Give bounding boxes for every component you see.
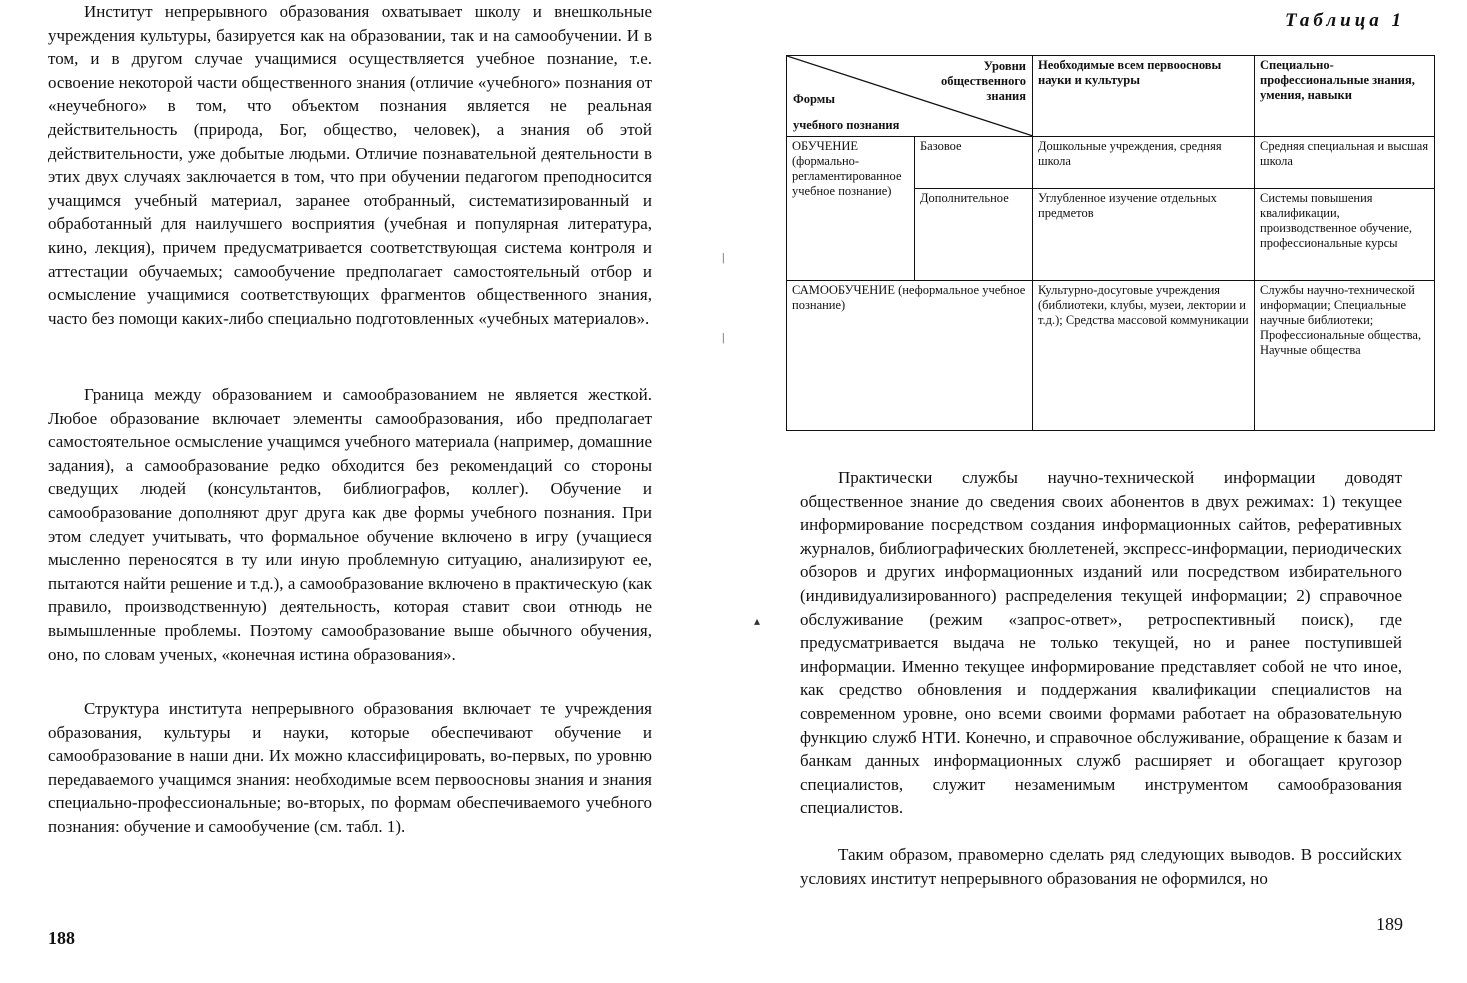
level-basic: Базовое [915, 137, 1033, 189]
cell-basic-professional: Средняя специальная и высшая школа [1255, 137, 1435, 189]
corner-levels-label: Уровни общественного знания [940, 59, 1026, 103]
cell-additional-general: Углубленное изучение отдельных предметов [1033, 189, 1255, 281]
gutter-mark: | [722, 250, 725, 264]
table-caption: Таблица 1 [1285, 10, 1406, 31]
corner-forms-label: Формы [793, 92, 836, 106]
cell-additional-professional: Системы повышения квалификации, производственное обучение, профессиональные курсы [1255, 189, 1435, 281]
left-paragraph-2: Граница между образованием и самообразованием не является жесткой. Любое образование включает элементы самообразования, ибо предполагает самостоятельное осмысление учащимся учебного материала (например, домашние задания), а самообразование редко обходится без рекомендаций со стороны сведущих людей (консультантов, библиографов, коллег). Обучение и самообразование дополняют друг друга как две формы учебного познания. При этом следует учитывать, что формальное обучение включено в игру (учащиеся мысленно переносятся в ту или иную проблемную ситуацию, анализируют ее, пытаются найти решение и т.д.), а самообразование включено в практическую (как правило, производственную) деятельность, которая ставит свои отнюдь не вымышленные проблемы. Поэтому самообразование выше обычного обучения, оно, по словам ученых, «конечная истина образования». [48, 385, 652, 664]
cell-basic-general: Дошкольные учреждения, средняя школа [1033, 137, 1255, 189]
row-form-obuchenie: ОБУЧЕНИЕ (формально-регламентированное учебное познание) [787, 137, 915, 281]
left-page [0, 0, 720, 983]
corner-forms-label-2: учебного познания [793, 118, 900, 132]
table-row [787, 281, 1435, 431]
col-header-professional: Специально-профессиональные знания, умения, навыки [1255, 56, 1435, 137]
table-header-row [787, 56, 1435, 137]
row-form-samoobuchenie: САМООБУЧЕНИЕ (неформальное учебное познание) [787, 281, 1033, 431]
level-additional: Дополнительное [915, 189, 1033, 281]
gutter-mark: | [722, 330, 725, 344]
right-page-number: 189 [1376, 914, 1403, 934]
cell-self-professional: Службы научно-технической информации; Специальные научные библиотеки; Профессиональные общества, Научные общества [1255, 281, 1435, 431]
left-paragraph-1: Институт непрерывного образования охватывает школу и внешкольные учреждения культуры, базируется как на образовании, так и на самообучении. И в том, и в другом случае учащимися осуществляется учебное познание, т.е. освоение некоторой части общественного знания (отличие «учебного» познания от «неучебного» в том, что объектом познания является не реальная действительность (природа, Бог, общество, человек), а знания об этой действительности, уже добытые людьми. Отличие познавательной деятельности в этих двух случаях заключается в том, что при обучении педагогом преподносится учащимся учебный материал, заранее отобранный, систематизированный и обработанный для наилучшего восприятия (учебная и популярная литература, кино, лекция), причем предусматривается соответствующая система контроля и аттестации обучаемых; самообучение предполагает самостоятельный отбор и осмысление учащимися соответствующих фрагментов общественного знания, часто без помощи каких-либо специально подготовленных «учебных материалов». [48, 2, 652, 328]
gutter-mark: ▴ [754, 614, 761, 628]
col-header-basic: Необходимые всем первоосновы науки и культуры [1033, 56, 1255, 137]
cell-self-general: Культурно-досуговые учреждения (библиотеки, клубы, музеи, лектории и т.д.); Средства массовой коммуникации [1033, 281, 1255, 431]
left-paragraph-3: Структура института непрерывного образования включает те учреждения образования, культуры и науки, которые обеспечивают обучение и самообразование в наши дни. Их можно классифицировать, во-первых, по уровню передаваемого учащимся знания: необходимые всем первоосновы знания и знания специально-профессиональные; во-вторых, по формам обеспечиваемого учебного познания: обучение и самообучение (см. табл. 1). [48, 699, 652, 836]
table-corner-cell [787, 56, 1033, 137]
right-paragraph-2: Таким образом, правомерно сделать ряд следующих выводов. В российских условиях институт непрерывного образования не оформился, но [800, 845, 1402, 888]
table-row [787, 137, 1435, 189]
left-page-number: 188 [48, 928, 75, 948]
right-page [740, 0, 1467, 983]
forms-of-learning-table [786, 55, 1435, 431]
right-paragraph-1: Практически службы научно-технической информации доводят общественное знание до сведения своих абонентов в двух режимах: 1) текущее информирование посредством создания информационных сайтов, реферативных журналов, библиографических бюллетеней, экспресс-информации, периодических обзоров и других информационных изданий или посредством избирательного (индивидуализированного) распределения текущей информации; 2) справочное обслуживание (режим «запрос-ответ», ретроспективный поиск), где предусматривается выдача не только текущей, но и ранее поступившей информации. Именно текущее информирование представляет собой не что иное, как средство обновления и поддержания квалификации специалистов на современном уровне, оно всеми своими формами работает на образовательную функцию служб НТИ. Конечно, и справочное обслуживание, обращение к базам и банкам данных информационных служб расширяет и обогащает кругозор специалистов, служит незаменимым инструментом самообразования специалистов. [800, 468, 1402, 818]
